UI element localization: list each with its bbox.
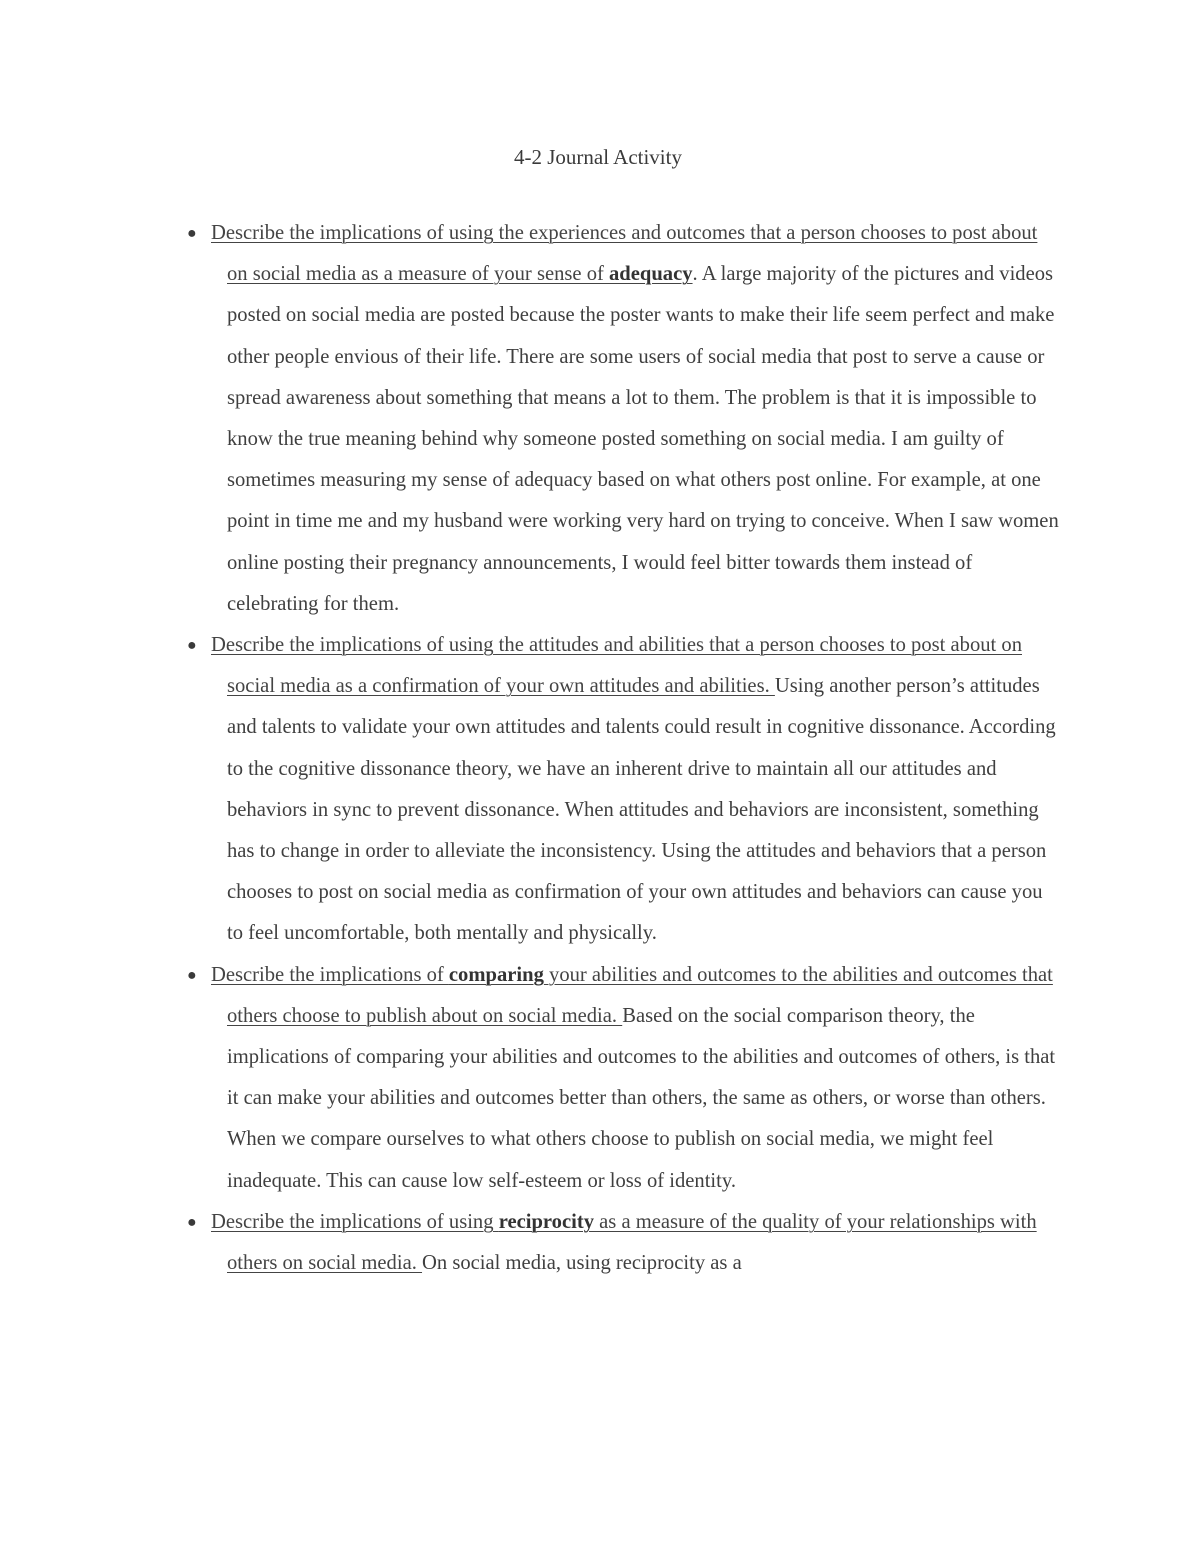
prompt-text: Describe the implications of — [211, 963, 449, 986]
prompt-text: Describe the implications of using the attitudes and abilities that a person chooses to post about on social media as a confirmation of your own attitudes and abilities. — [211, 634, 1022, 698]
journal-question-list — [0, 213, 1200, 1284]
answer-text: Based on the social comparison theory, the implications of comparing your abilities and outcomes to the abilities and outcomes of others, is that it can make your abilities and outcomes better than others, the same as others, or worse than others. When we compare ourselves to what others choose to publish on social media, we might feel inadequate. This can cause low self-esteem or loss of identity. — [227, 1004, 1056, 1192]
document-title: 4-2 Journal Activity — [514, 145, 682, 169]
prompt-text: Describe the implications of using the experiences and outcomes that a person chooses to post about on social media as a measure of your sense of — [211, 222, 1038, 286]
prompt-text-after: as a measure of the quality of your relationships with others on social media. — [227, 1210, 1037, 1275]
answer-text: . A large majority of the pictures and videos posted on social media are posted because the poster wants to make their life seem perfect and make other people envious of their life. There are some users of social media that post to serve a cause or spread awareness about something that means a lot to them. The problem is that it is impossible to know the true meaning behind why someone posted something on social media. I am guilty of sometimes measuring my sense of adequacy based on what others post online. For example, at one point in time me and my husband were working very hard on trying to conceive. When I saw women online posting their pregnancy announcements, I would feel bitter towards them instead of celebrating for them. — [227, 263, 1059, 615]
prompt-emphasis: adequacy — [609, 263, 693, 286]
prompt-emphasis: comparing — [448, 963, 544, 986]
journal-item-attitudes — [187, 625, 1063, 955]
prompt-text: Describe the implications of using — [211, 1210, 499, 1233]
journal-item-adequacy — [187, 213, 1063, 625]
journal-item-reciprocity — [187, 1202, 1063, 1284]
prompt-text-after: your abilities and outcomes to the abilities and outcomes that others choose to publish about on social media. — [227, 963, 1053, 1027]
bullet-icon: ● — [187, 1213, 197, 1231]
answer-text: Using another person’s attitudes and talents to validate your own attitudes and talents could result in cognitive dissonance. According to the cognitive dissonance theory, we have an inherent drive to maintain all our attitudes and behaviors in sync to prevent dissonance. When attitudes and behaviors are inconsistent, something has to change in order to alleviate the inconsistency. Using the attitudes and behaviors that a person chooses to post on social media as confirmation of your own attitudes and behaviors can cause you to feel uncomfortable, both mentally and physically. — [227, 675, 1056, 945]
item-paragraph — [211, 955, 1063, 1202]
bullet-icon: ● — [187, 637, 197, 655]
item-paragraph — [211, 1202, 1063, 1284]
journal-item-comparing — [187, 955, 1063, 1202]
prompt-emphasis: reciprocity — [498, 1210, 594, 1233]
answer-text: On social media, using reciprocity as a — [422, 1252, 742, 1275]
item-paragraph — [211, 213, 1063, 625]
bullet-icon: ● — [187, 225, 197, 242]
bullet-icon: ● — [187, 966, 197, 984]
item-paragraph — [211, 625, 1063, 955]
